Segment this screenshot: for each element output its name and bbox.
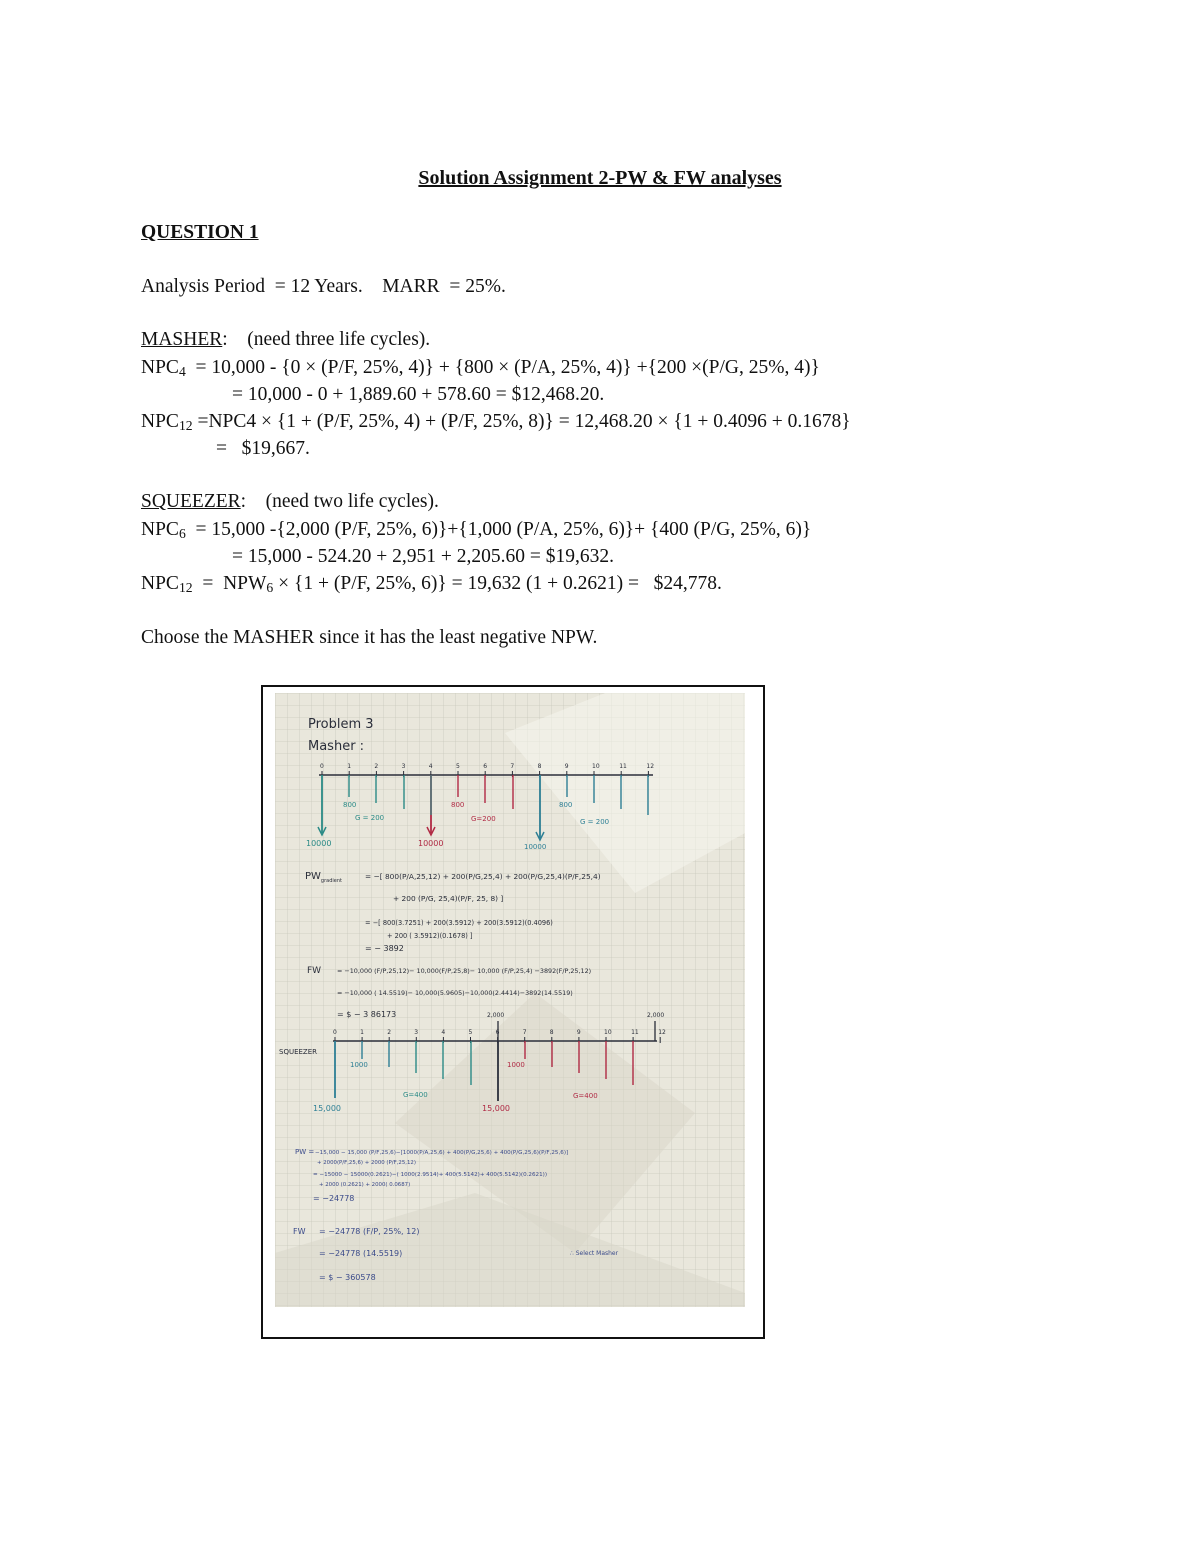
hw-pw-line5: = − 3892 — [365, 944, 404, 953]
masher-note: : (need three life cycles). — [222, 329, 431, 350]
hw-m-g3: G = 200 — [580, 818, 610, 826]
squeezer-tick-label: 2 — [387, 1029, 392, 1036]
hw-masher-title: Masher : — [308, 739, 365, 754]
sq-npc12-subscript: 12 — [178, 580, 193, 595]
squeezer-tick-label: 10 — [604, 1029, 612, 1036]
squeezer-npc12-line — [141, 571, 722, 601]
npc12-subscript: 12 — [178, 418, 193, 433]
hw-spw-line4: + 2000 (0.2621) + 2000( 0.0687) — [319, 1182, 411, 1188]
hw-fw-line3: = $ − 3 86173 — [337, 1010, 397, 1019]
hw-m-g1: G = 200 — [355, 814, 385, 822]
analysis-period-line: Analysis Period = 12 Years. MARR = 25%. — [141, 276, 506, 297]
masher-tick-label: 5 — [456, 763, 460, 770]
hw-sfw-line2: = −24778 (14.5519) — [319, 1249, 403, 1258]
npc12-label: NPC — [141, 411, 179, 432]
squeezer-tick-label: 5 — [468, 1029, 473, 1036]
hw-s-1000b: 1000 — [507, 1061, 525, 1069]
hw-s-15000a: 15,000 — [313, 1104, 341, 1113]
sq-npw6-subscript: 6 — [266, 580, 274, 595]
hw-pw-label: $PW_{gradient}$ — [305, 871, 342, 884]
npc6-expression: = 15,000 -{2,000 (P/F, 25%, 6)}+{1,000 (P/A, 25%, 6)}+ {400 (P/G, 25%, 6)} — [185, 519, 812, 540]
hw-problem-title: Problem 3 — [308, 717, 374, 732]
hw-fw-line2: = −10,000 ( 14.5519)− 10,000(5.9605)−10,000(2.4414)−3892(14.5519) — [337, 989, 573, 997]
squeezer-heading-line — [141, 489, 439, 515]
sq-npc12-label: NPC — [141, 573, 179, 594]
hw-sfw-line1: = −24778 (F/P, 25%, 12) — [319, 1227, 420, 1236]
handwritten-solution-photo — [275, 693, 745, 1307]
hw-s-g1: G=400 — [403, 1091, 428, 1099]
hw-spw-line3: = −15000 − 15000(0.2621)−( 1000(2.9514)+ 400(5.5142)+ 400(5.5142)(0.2621)) — [313, 1172, 548, 1178]
hw-m-800b: 800 — [451, 801, 465, 809]
masher-npc12-result: = $19,667. — [216, 438, 310, 459]
hw-s-1000a: 1000 — [350, 1061, 368, 1069]
hw-spw-line5: = −24778 — [313, 1194, 355, 1203]
squeezer-tick-label: 3 — [414, 1029, 419, 1036]
masher-tick-label: 9 — [564, 763, 569, 770]
masher-tick-label: 2 — [374, 763, 379, 770]
document-title: Solution Assignment 2-PW & FW analyses — [418, 167, 782, 189]
squeezer-tick-label: 7 — [522, 1029, 527, 1036]
masher-tick-label: 1 — [347, 763, 352, 770]
hw-pw-line2: + 200 (P/G, 25,4)(P/F, 25, 8) ] — [393, 894, 504, 903]
hw-m-g2: G=200 — [471, 815, 496, 823]
masher-npc4-line — [141, 355, 820, 385]
hw-s-2000a: 2,000 — [487, 1012, 505, 1019]
hw-m-800a: 800 — [343, 801, 357, 809]
hw-spw-line1: −15,000 − 15,000 (P/F,25,6)−[1000(P/A,25,6) + 400(P/G,25,6) + 400(P/G,25,6)(P/F,25,6)] — [315, 1150, 569, 1156]
masher-heading-line — [141, 327, 430, 353]
npc4-label: NPC — [141, 357, 179, 378]
masher-tick-label: 4 — [428, 763, 433, 770]
squeezer-npc6-result: = 15,000 - 524.20 + 2,951 + 2,205.60 = $19,632. — [232, 546, 614, 567]
sq-npc12-expression-b: × {1 + (P/F, 25%, 6)} = 19,632 (1 + 0.2621) = $24,778. — [273, 573, 722, 594]
masher-tick-label: 3 — [401, 763, 406, 770]
hw-spw-label: PW = — [295, 1148, 315, 1156]
hw-s-g2: G=400 — [573, 1092, 598, 1100]
squeezer-tick-label: 9 — [576, 1029, 581, 1036]
masher-label: MASHER — [141, 329, 223, 350]
npc12-expression: =NPC4 × {1 + (P/F, 25%, 4) + (P/F, 25%, 8)} = 12,468.20 × {1 + 0.4096 + 0.1678} — [192, 411, 851, 432]
masher-tick-label: 0 — [320, 763, 324, 770]
squeezer-npc6-line — [141, 517, 811, 547]
hw-squeezer-label: SQUEEZER — [279, 1048, 318, 1056]
npc6-label: NPC — [141, 519, 179, 540]
hw-select-masher: ∴ Select Masher — [570, 1250, 619, 1257]
conclusion: Choose the MASHER since it has the least negative NPW. — [141, 627, 598, 648]
masher-tick-label: 8 — [537, 763, 542, 770]
hw-s-15000b: 15,000 — [482, 1104, 510, 1113]
hw-s-2000b: 2,000 — [647, 1012, 665, 1019]
masher-npc12-line — [141, 409, 851, 439]
squeezer-tick-label: 4 — [441, 1029, 446, 1036]
hw-fw-line1: = −10,000 (F/P,25,12)− 10,000(F/P,25,8)− 10,000 (F/P,25,4) −3892(F/P,25,12) — [337, 967, 592, 975]
squeezer-tick-label: 12 — [658, 1029, 666, 1036]
hw-m-10000c: 10000 — [524, 843, 547, 851]
npc4-expression: = 10,000 - {0 × (P/F, 25%, 4)} + {800 × (P/A, 25%, 4)} +{200 ×(P/G, 25%, 4)} — [185, 357, 820, 378]
npc6-subscript: 6 — [178, 526, 186, 541]
squeezer-note: : (need two life cycles). — [240, 491, 439, 512]
squeezer-tick-label: 1 — [360, 1029, 364, 1036]
hw-sfw-line3: = $ − 360578 — [319, 1273, 376, 1282]
squeezer-tick-label: 8 — [549, 1029, 554, 1036]
masher-tick-label: 11 — [619, 763, 627, 770]
hw-sfw-label: FW — [293, 1227, 306, 1236]
handwritten-sheet — [275, 693, 745, 1307]
squeezer-tick-label: 0 — [333, 1029, 337, 1036]
squeezer-label: SQUEEZER — [141, 491, 241, 512]
hw-pw-line4: + 200 ( 3.5912)(0.1678) ] — [387, 932, 473, 940]
squeezer-tick-label: 6 — [495, 1029, 500, 1036]
masher-tick-label: 6 — [483, 763, 488, 770]
npc4-subscript: 4 — [178, 364, 186, 379]
hw-fw-label: FW — [307, 966, 322, 976]
hw-spw-line2: + 2000(P/F,25,6) + 2000 (P/F,25,12) — [317, 1160, 416, 1166]
squeezer-tick-label: 11 — [631, 1029, 639, 1036]
hw-m-800c: 800 — [559, 801, 573, 809]
masher-tick-label: 10 — [592, 763, 600, 770]
hw-pw-line1: = −[ 800(P/A,25,12) + 200(P/G,25,4) + 200(P/G,25,4)(P/F,25,4) — [365, 872, 601, 881]
masher-npc4-result: = 10,000 - 0 + 1,889.60 + 578.60 = $12,468.20. — [232, 384, 605, 405]
sq-npc12-expression-a: = NPW — [192, 573, 267, 594]
hw-pw-line3: = −[ 800(3.7251) + 200(3.5912) + 200(3.5912)(0.4096) — [365, 919, 553, 927]
hw-m-10000b: 10000 — [418, 839, 444, 848]
masher-tick-label: 7 — [510, 763, 515, 770]
hw-m-10000a: 10000 — [306, 839, 332, 848]
masher-tick-label: 12 — [646, 763, 655, 770]
question-heading: QUESTION 1 — [141, 222, 259, 243]
